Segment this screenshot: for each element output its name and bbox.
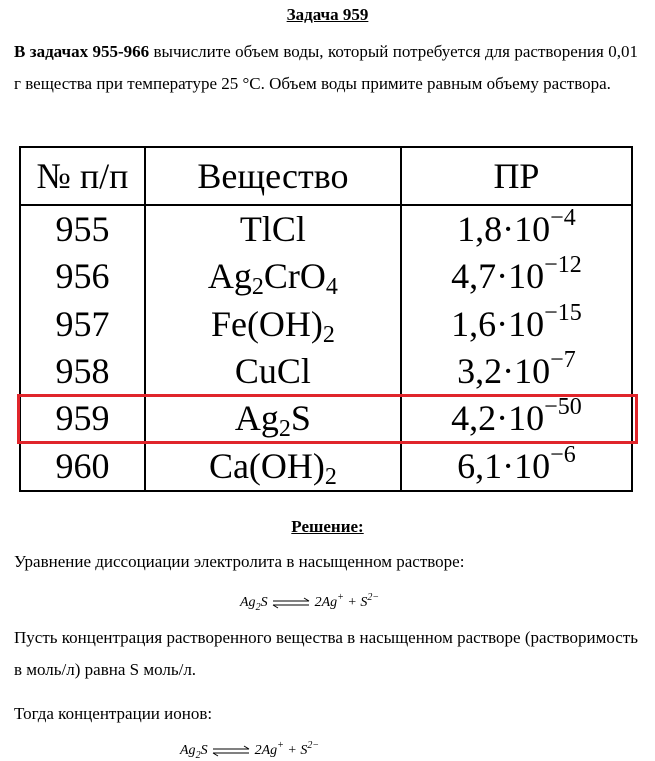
formula-part: Ca(OH) [208, 445, 325, 486]
pr-mantissa: 3,2·10 [457, 351, 551, 392]
cell-number: 959 [20, 395, 145, 442]
task-text: вычислите объем воды, который потребуется для растворения 0,01 г вещества при температуре 25 °С. Объем воды примите равным объему раствора. [14, 42, 638, 93]
pr-exponent: −4 [550, 205, 576, 232]
formula-part: Ag [234, 398, 279, 439]
cell-pr [401, 205, 632, 253]
pr-exponent: −50 [544, 394, 582, 421]
formula-subscript: 2 [251, 274, 264, 301]
table-row [20, 395, 632, 442]
cell-substance [145, 443, 401, 491]
table-row [20, 301, 632, 348]
pr-mantissa: 4,2·10 [451, 398, 545, 439]
cell-substance [145, 348, 401, 395]
paragraph-concentration: Пусть концентрация растворенного вещества в насыщенном растворе (растворимость в моль/л) равна S моль/л. [14, 628, 638, 679]
task-description [14, 36, 638, 100]
formula-subscript: 2 [278, 416, 291, 443]
formula-part: CuCl [234, 351, 311, 392]
cell-pr [401, 301, 632, 348]
pr-mantissa: 1,6·10 [451, 303, 545, 344]
cell-pr [401, 395, 632, 442]
formula-subscript: 2 [322, 321, 335, 348]
cell-substance [145, 205, 401, 253]
header-substance: Вещество [145, 147, 401, 205]
cell-number: 955 [20, 205, 145, 253]
cell-number: 956 [20, 253, 145, 300]
table-header-row [20, 147, 632, 205]
formula-subscript: 2 [324, 463, 337, 490]
pr-mantissa: 6,1·10 [457, 445, 551, 486]
cell-number: 958 [20, 348, 145, 395]
formula-part: Fe(OH) [210, 303, 323, 344]
task-title: Задача 959 [286, 5, 369, 24]
pr-exponent: −15 [544, 299, 582, 326]
paragraph-dissociation: Уравнение диссоциации электролита в насыщенном растворе: [14, 552, 465, 571]
cell-substance [145, 301, 401, 348]
pr-mantissa: 1,8·10 [457, 209, 551, 250]
formula-part: S [290, 398, 311, 439]
cell-substance [145, 395, 401, 442]
header-pr: ПР [401, 147, 632, 205]
task-range: В задачах 955-966 [14, 42, 150, 61]
cell-pr [401, 443, 632, 491]
pr-exponent: −7 [550, 347, 576, 374]
solution-title: Решение: [291, 517, 364, 536]
equilibrium-arrow-icon [271, 597, 311, 609]
dissociation-equation: $Ag_2S$ $2Ag^+ + S^{2-}$ [240, 592, 380, 613]
paragraph-ions: Тогда концентрации ионов: [14, 704, 213, 723]
formula-part: TlCl [239, 209, 306, 250]
equilibrium-arrow-icon [211, 745, 251, 757]
cell-pr [401, 253, 632, 300]
dissociation-equation-2: $Ag_2S$ $2Ag^+ + S^{2-}$ [180, 740, 320, 761]
cell-pr [401, 348, 632, 395]
formula-part: CrO [263, 256, 326, 297]
pr-exponent: −6 [550, 441, 576, 468]
cell-number: 957 [20, 301, 145, 348]
table-row [20, 205, 632, 253]
table-row [20, 348, 632, 395]
pr-mantissa: 4,7·10 [451, 256, 545, 297]
solubility-table [19, 146, 633, 492]
formula-part: Ag [207, 256, 252, 297]
header-number: № п/п [20, 147, 145, 205]
formula-subscript: 4 [325, 274, 338, 301]
cell-substance [145, 253, 401, 300]
pr-exponent: −12 [544, 252, 582, 279]
table-row [20, 443, 632, 491]
cell-number: 960 [20, 443, 145, 491]
table-row [20, 253, 632, 300]
